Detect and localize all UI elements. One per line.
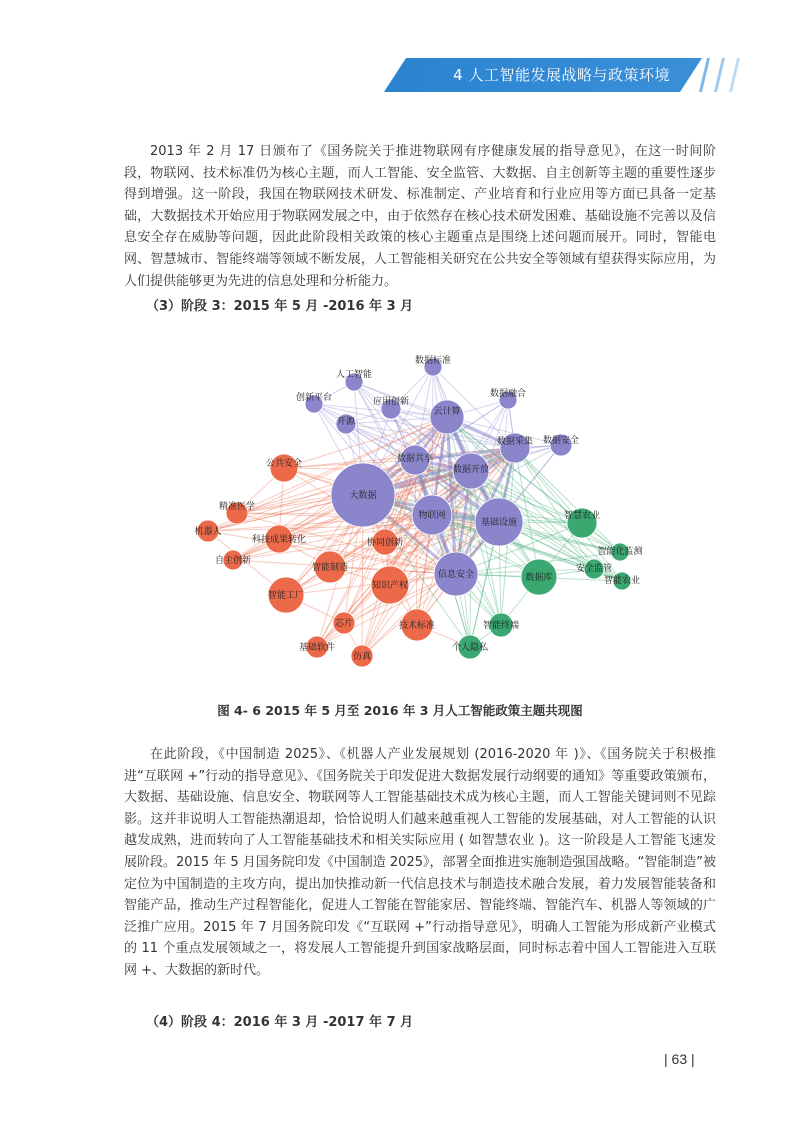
page-number: | 63 | bbox=[664, 1051, 695, 1067]
topic-cooccurrence-graph bbox=[180, 345, 660, 675]
figure-caption: 图 4- 6 2015 年 5 月至 2016 年 3 月人工智能政策主题共现图 bbox=[217, 703, 583, 718]
graph-node-label: 人工智能 bbox=[335, 370, 373, 380]
graph-node-label: 数据共享 bbox=[396, 454, 434, 464]
body-paragraph-1: 2013 年 2 月 17 日颁布了《国务院关于推进物联网有序健康发展的指导意见》，在这一时间阶段，物联网、技术标准仍为核心主题，而人工智能、安全监管、大数据、自主创新等主题的重要性逐步得到增强。这一阶段，我国在物联网技术研发、标准制定、产业培育和行业应用等方面已具备一定基础，大数据技术开始应用于物联网发展之中，由于依然存在核心技术研发困难、基础设施不完善以及信息安全存在威胁等问题，因此此阶段相关政策的核心主题重点是围绕上述问题而展开。同时，智能电网、智慧城市、智能终端等领域不断发展，人工智能相关研究在公共安全等领域有望获得实际应用，为人们提供能够更为先进的信息处理和分析能力。 bbox=[124, 144, 716, 289]
graph-node-label: 安全监管 bbox=[575, 564, 613, 574]
graph-node-label: 智能农业 bbox=[603, 576, 641, 586]
graph-node-label: 开源 bbox=[336, 417, 356, 427]
graph-node-label: 精准医学 bbox=[218, 502, 256, 512]
graph-node-label: 仿真 bbox=[352, 652, 372, 662]
header-stripe bbox=[714, 58, 725, 92]
graph-node-label: 技术标准 bbox=[398, 621, 436, 631]
graph-node-label: 云计算 bbox=[433, 407, 461, 417]
graph-node-label: 智能化监测 bbox=[597, 547, 643, 557]
section-heading-3: （3）阶段 3：2015 年 5 月 -2016 年 3 月 bbox=[146, 299, 414, 314]
chapter-title: 4 人工智能发展战略与政策环境 bbox=[453, 66, 670, 84]
graph-node-label: 智能终端 bbox=[482, 621, 520, 631]
header-stripe bbox=[729, 58, 740, 92]
graph-node-label: 知识产权 bbox=[371, 581, 409, 591]
graph-node-label: 数据采集 bbox=[496, 437, 534, 447]
graph-node-label: 数据标准 bbox=[414, 356, 452, 366]
graph-nodes bbox=[194, 354, 642, 667]
header-stripe bbox=[699, 58, 710, 92]
graph-node-label: 基础软件 bbox=[298, 643, 336, 653]
section-heading-4: （4）阶段 4：2016 年 3 月 -2017 年 7 月 bbox=[146, 1015, 414, 1030]
graph-node-label: 机器人 bbox=[194, 527, 222, 537]
graph-node-label: 信息安全 bbox=[437, 570, 475, 580]
graph-node-label: 数据开放 bbox=[452, 465, 490, 475]
graph-node-label: 数据融合 bbox=[489, 389, 527, 399]
graph-node-label: 创新平台 bbox=[295, 393, 333, 403]
graph-node-label: 大数据 bbox=[349, 491, 377, 501]
graph-node-label: 个人隐私 bbox=[451, 643, 489, 653]
graph-node-label: 公共安全 bbox=[265, 459, 303, 469]
graph-node-label: 智能工厂 bbox=[267, 591, 305, 601]
graph-node-label: 科技成果转化 bbox=[251, 535, 307, 545]
graph-node-label: 数据库 bbox=[525, 573, 553, 583]
graph-node-label: 智慧农业 bbox=[563, 511, 601, 521]
graph-node-label: 自主创新 bbox=[214, 556, 252, 566]
graph-node bbox=[430, 400, 464, 434]
graph-node-label: 芯片 bbox=[334, 619, 354, 629]
graph-node-label: 数据安全 bbox=[542, 436, 580, 446]
graph-node-label: 应用创新 bbox=[372, 397, 410, 407]
graph-node-label: 物联网 bbox=[418, 511, 446, 521]
graph-node-label: 基础设施 bbox=[480, 518, 518, 528]
graph-node-label: 智能制造 bbox=[311, 563, 349, 573]
graph-node-label: 协同创新 bbox=[366, 538, 404, 548]
graph-edge bbox=[515, 448, 620, 552]
graph-edge bbox=[447, 417, 622, 581]
body-paragraph-2: 在此阶段，《中国制造 2025》、《机器人产业发展规划 (2016-2020 年 )》、《国务院关于积极推进“互联网 +”行动的指导意见》、《国务院关于印发促进大数据发展行动纲要的通知》等重要政策颁布，大数据、基础设施、信息安全、物联网等人工智能基础技术成为核心主题，而人工智能关键词则不见踪影。这并非说明人工智能热潮退却，恰恰说明人们越来越重视人工智能的发展基础，对人工智能的认识越发成熟，进而转向了人工智能基础技术和相关实际应用 ( 如智慧农业 )。这一阶段是人工智能飞速发展阶段。2015 年 5 月国务院印发《中国制造 2025》，部署全面推进实施制造强国战略。“智能制造”被定位为中国制造的主攻方向，提出加快推动新一代信息技术与制造技术融合发展，着力发展智能装备和智能产品，推动生产过程智能化，促进人工智能在智能家居、智能终端、智能汽车、机器人等领域的广泛推广应用。2015 年 7 月国务院印发《“互联网 +”行动指导意见》，明确人工智能为形成新产业模式的 11 个重点发展领域之一，将发展人工智能提升到国家战略层面，同时标志着中国人工智能进入互联网 +、大数据的新时代。 bbox=[124, 747, 716, 978]
